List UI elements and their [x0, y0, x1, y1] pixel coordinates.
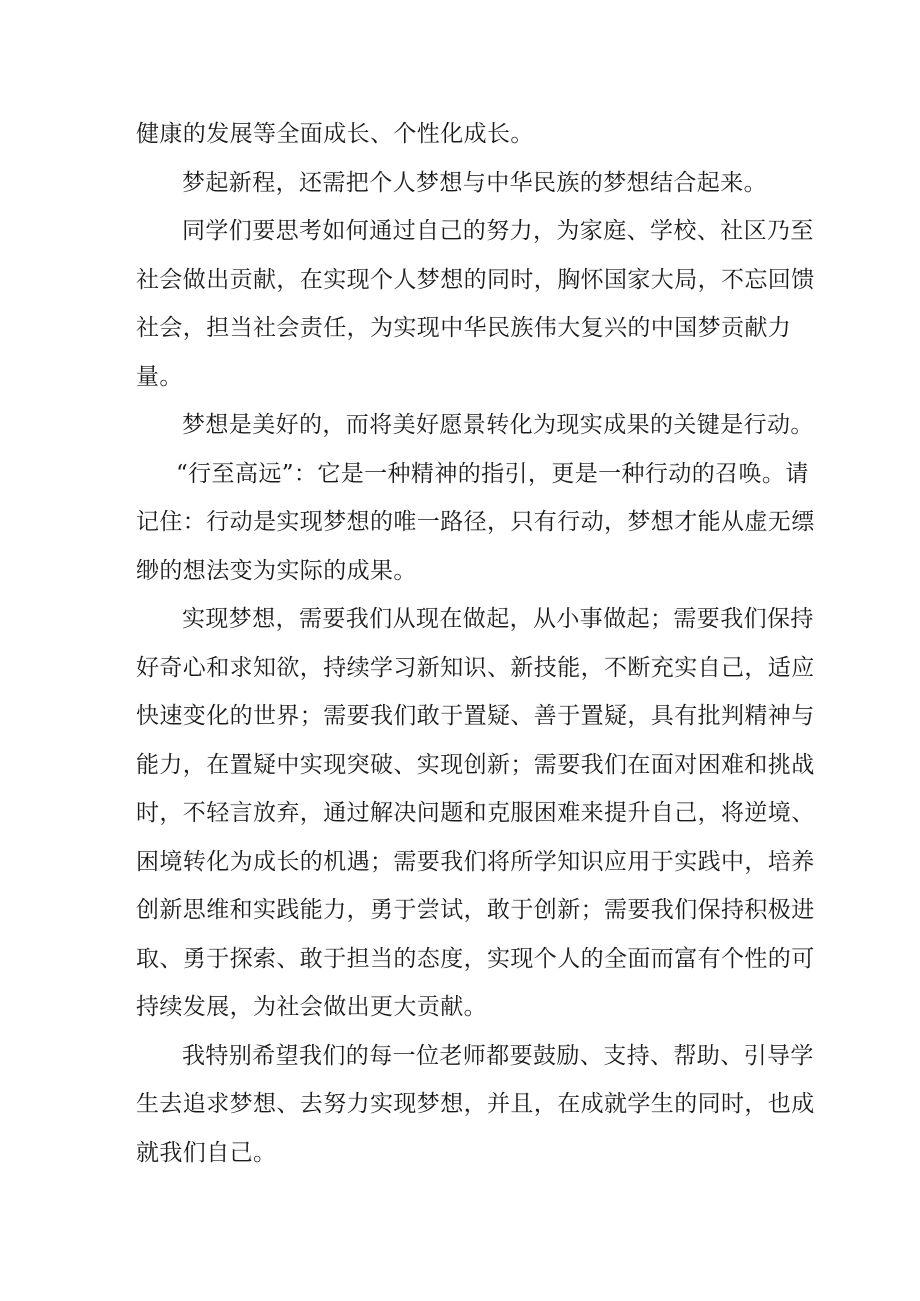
paragraph-dream-action: 梦想是美好的，而将美好愿景转化为现实成果的关键是行动。	[182, 412, 814, 438]
paragraph-dream-new-journey: 梦起新程，还需把个人梦想与中华民族的梦想结合起来。	[182, 169, 767, 196]
paragraph-quote-gaoyuan: “行至高远”：它是一种精神的指引，更是一种行动的召唤。请记住：行动是实现梦想的唯一路径，只有行动，梦想才能从虚无缥缈的想法变为实际的成果。	[136, 460, 815, 584]
paragraph-continuation: 健康的发展等全面成长、个性化成长。	[136, 121, 534, 147]
paragraph-students-contribute: 同学们要思考如何通过自己的努力，为家庭、学校、社区乃至社会做出贡献，在实现个人梦想的同时，胸怀国家大局，不忘回馈社会，担当社会责任，为实现中华民族伟大复兴的中国梦贡献力量。	[136, 218, 815, 390]
body-text	[136, 110, 816, 1177]
paragraph-teachers-hope: 我特别希望我们的每一位老师都要鼓励、支持、帮助、引导学生去追求梦想、去努力实现梦想，并且，在成就学生的同时，也成就我们自己。	[136, 1042, 815, 1166]
paragraph-realize-dream: 实现梦想，需要我们从现在做起，从小事做起；需要我们保持好奇心和求知欲，持续学习新知识、新技能，不断充实自己，适应快速变化的世界；需要我们敢于置疑、善于置疑，具有批判精神与能力，在置疑中实现突破、实现创新；需要我们在面对困难和挑战时，不轻言放弃，通过解决问题和克服困难来提升自己，将逆境、困境转化为成长的机遇；需要我们将所学知识应用于实践中，培养创新思维和实践能力，勇于尝试，敢于创新；需要我们保持积极进取、勇于探索、敢于担当的态度，实现个人的全面而富有个性的可持续发展，为社会做出更大贡献。	[136, 606, 815, 1020]
